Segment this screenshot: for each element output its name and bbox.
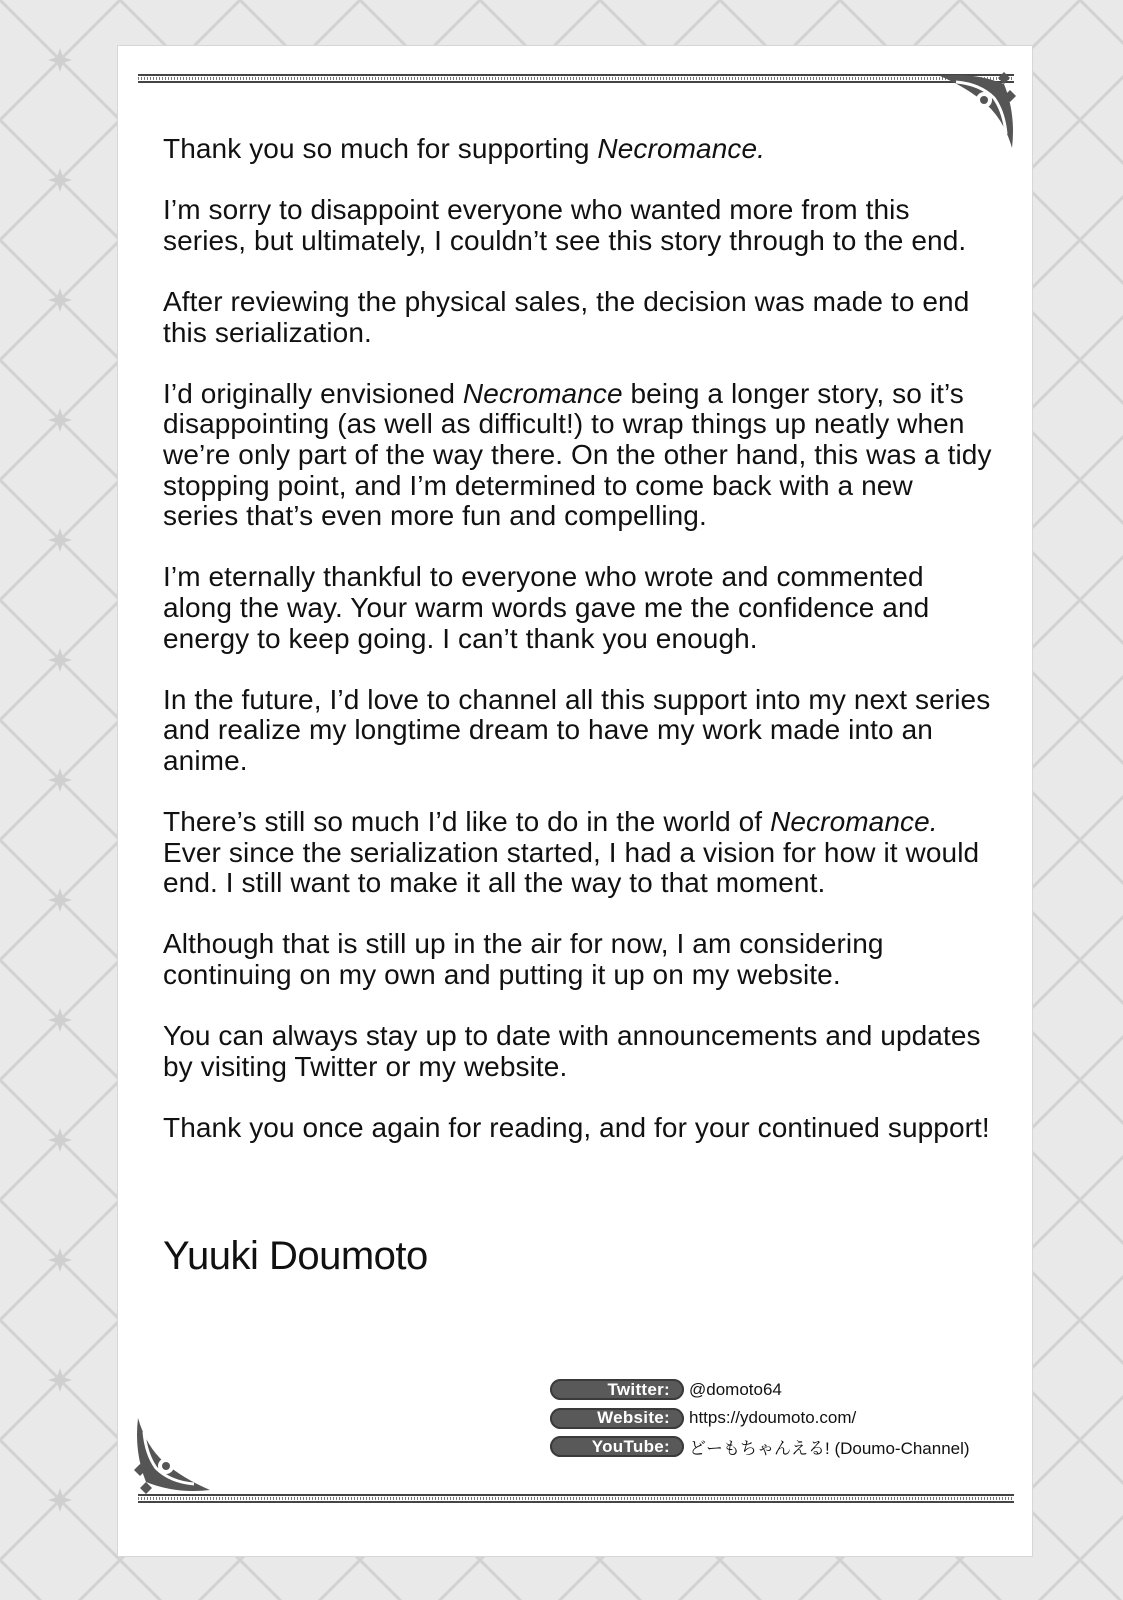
paragraph-text: Thank you so much for supporting xyxy=(163,133,598,164)
link-value: どーもちゃんえる! (Doumo-Channel) xyxy=(689,1439,970,1458)
paragraph-text: Although that is still up in the air for now, I am considering continuing on my own and putting it up on my website. xyxy=(163,928,884,991)
link-label-badge: Website: xyxy=(550,1408,684,1429)
link-row-youtube xyxy=(550,1433,1010,1460)
paragraph-9 xyxy=(163,1021,993,1082)
link-label-badge: YouTube: xyxy=(550,1436,684,1457)
series-title-text: Necromance. xyxy=(770,806,938,838)
social-links xyxy=(550,1376,1010,1462)
letter-body xyxy=(163,134,993,1174)
paragraph-text: I’d originally envisioned xyxy=(163,377,463,409)
ornament-corner-bottom-left xyxy=(132,1412,216,1496)
paragraph-5 xyxy=(163,562,993,654)
signature: Yuuki Doumoto xyxy=(163,1234,428,1278)
paragraph-text: Ever since the serialization started, I had a vision for how it would end. I still want to make it all the way to that moment. xyxy=(163,836,980,899)
link-row-twitter xyxy=(550,1376,1010,1403)
paragraph-text: Thank you once again for reading, and for your continued support! xyxy=(163,1112,990,1143)
paragraph-1 xyxy=(163,134,993,165)
letter-panel xyxy=(118,46,1032,1556)
link-row-website xyxy=(550,1405,1010,1432)
paragraph-4 xyxy=(163,379,993,532)
paragraph-7 xyxy=(163,807,993,899)
paragraph-8 xyxy=(163,929,993,990)
paragraph-text: There’s still so much I’d like to do in the world of xyxy=(163,806,771,838)
paragraph-6 xyxy=(163,685,993,777)
bottom-border-rule xyxy=(138,1494,1014,1503)
link-value: https://ydoumoto.com/ xyxy=(689,1408,857,1427)
top-border-rule xyxy=(138,74,1014,83)
series-title-text: Necromance. xyxy=(597,133,766,164)
paragraph-text: I’m sorry to disappoint everyone who wanted more from this series, but ultimately, I couldn’t see this story through to the end. xyxy=(163,194,967,256)
paragraph-text: After reviewing the physical sales, the decision was made to end this serialization. xyxy=(163,285,970,348)
series-title-text: Necromance xyxy=(462,377,623,409)
paragraph-text: being a longer story, so it’s disappointing (as well as difficult!) to wrap things up neatly when we’re only part of the way there. On the other hand, this was a tidy stopping point, and I’m determined to come back with a new series that’s even more fun and compelling. xyxy=(163,377,992,532)
paragraph-3 xyxy=(163,287,993,348)
link-label-badge: Twitter: xyxy=(550,1379,684,1400)
paragraph-2 xyxy=(163,195,993,256)
paragraph-text: You can always stay up to date with announcements and updates by visiting Twitter or my website. xyxy=(163,1020,981,1082)
paragraph-text: In the future, I’d love to channel all this support into my next series and realize my longtime dream to have my work made into an anime. xyxy=(163,683,991,776)
link-value: @domoto64 xyxy=(689,1379,782,1399)
paragraph-10 xyxy=(163,1113,993,1144)
paragraph-text: I’m eternally thankful to everyone who wrote and commented along the way. Your warm words gave me the confidence and energy to keep going. I can’t thank you enough. xyxy=(163,561,930,654)
